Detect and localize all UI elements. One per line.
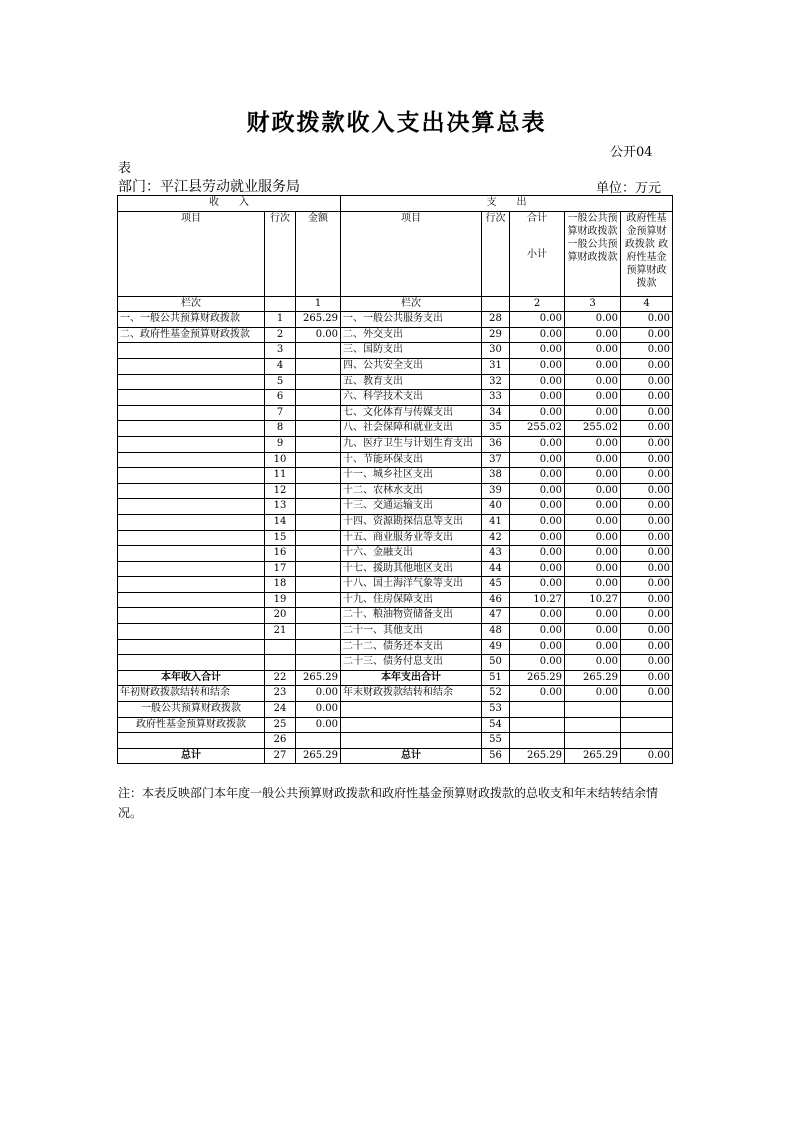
income-item-cell <box>118 624 265 640</box>
income-amount-cell: 0.00 <box>296 717 341 733</box>
income-amount-cell <box>296 561 341 577</box>
expense-seq-cell: 52 <box>482 686 510 702</box>
income-amount-cell <box>296 577 341 593</box>
expense-item-cell: 二十二、债务还本支出 <box>341 639 482 655</box>
total-header-label: 合计 <box>527 212 547 224</box>
finance-table <box>117 195 673 764</box>
general-budget-cell: 0.00 <box>565 608 621 624</box>
form-code: 公开04 <box>610 145 653 160</box>
table-row <box>118 499 673 515</box>
fund-budget-subheader-label: 政府性基金预算财政拨款 <box>626 238 669 289</box>
fund-budget-cell: 0.00 <box>621 624 673 640</box>
column-number: 4 <box>621 296 673 312</box>
total-cell: 0.00 <box>510 655 565 671</box>
column-number: 2 <box>510 296 565 312</box>
income-seq-cell: 7 <box>265 405 296 421</box>
income-item-cell <box>118 577 265 593</box>
general-budget-cell: 0.00 <box>565 312 621 328</box>
expense-item-cell: 十一、城乡社区支出 <box>341 468 482 484</box>
table-row <box>118 655 673 671</box>
expense-item-cell: 八、社会保障和就业支出 <box>341 421 482 437</box>
expense-item-cell: 二、外交支出 <box>341 327 482 343</box>
income-item-header: 项目 <box>118 211 265 296</box>
expense-item-cell: 年末财政拨款结转和结余 <box>341 686 482 702</box>
expense-item-cell: 十四、资源勘探信息等支出 <box>341 514 482 530</box>
income-amount-cell <box>296 483 341 499</box>
total-cell: 0.00 <box>510 514 565 530</box>
table-row <box>118 717 673 733</box>
total-cell: 0.00 <box>510 499 565 515</box>
expense-seq-cell: 43 <box>482 546 510 562</box>
expense-seq-cell: 35 <box>482 421 510 437</box>
expense-item-cell <box>341 717 482 733</box>
expense-seq-cell: 29 <box>482 327 510 343</box>
income-item-cell <box>118 546 265 562</box>
fund-budget-cell: 0.00 <box>621 639 673 655</box>
income-amount-cell <box>296 452 341 468</box>
general-budget-cell <box>565 717 621 733</box>
column-label: 栏次 <box>118 296 265 312</box>
expense-item-cell: 十、节能环保支出 <box>341 452 482 468</box>
unit-label: 单位：万元 <box>596 181 662 196</box>
general-budget-cell: 10.27 <box>565 592 621 608</box>
total-cell: 10.27 <box>510 592 565 608</box>
income-item-cell <box>118 530 265 546</box>
total-cell: 265.29 <box>510 670 565 686</box>
income-seq-cell: 9 <box>265 436 296 452</box>
table-row <box>118 748 673 764</box>
expense-seq-cell: 49 <box>482 639 510 655</box>
total-cell: 0.00 <box>510 624 565 640</box>
footnote: 注：本表反映部门本年度一般公共预算财政拨款和政府性基金预算财政拨款的总收支和年末结转结余情况。 <box>118 786 659 820</box>
income-header: 收 入 <box>118 196 341 212</box>
fund-budget-cell: 0.00 <box>621 592 673 608</box>
expense-seq-cell: 53 <box>482 702 510 718</box>
total-cell <box>510 733 565 749</box>
income-seq-cell: 2 <box>265 327 296 343</box>
table-row <box>118 592 673 608</box>
fund-budget-cell: 0.00 <box>621 561 673 577</box>
income-item-cell <box>118 390 265 406</box>
income-seq-cell: 13 <box>265 499 296 515</box>
page-title: 财政拨款收入支出决算总表 <box>246 110 547 136</box>
general-budget-cell: 0.00 <box>565 546 621 562</box>
fund-budget-cell <box>621 733 673 749</box>
expense-seq-cell: 56 <box>482 748 510 764</box>
expense-item-cell: 十五、商业服务业等支出 <box>341 530 482 546</box>
table-row <box>118 686 673 702</box>
table-row <box>118 624 673 640</box>
general-budget-cell: 0.00 <box>565 374 621 390</box>
income-amount-cell <box>296 390 341 406</box>
income-seq-cell <box>265 639 296 655</box>
empty-cell <box>482 296 510 312</box>
expense-seq-cell: 39 <box>482 483 510 499</box>
general-budget-cell: 0.00 <box>565 468 621 484</box>
income-seq-cell: 27 <box>265 748 296 764</box>
income-seq-cell: 3 <box>265 343 296 359</box>
expense-seq-cell: 54 <box>482 717 510 733</box>
income-amount-cell: 0.00 <box>296 327 341 343</box>
expense-seq-cell: 28 <box>482 312 510 328</box>
total-cell <box>510 717 565 733</box>
income-item-cell: 年初财政拨款结转和结余 <box>118 686 265 702</box>
general-budget-cell: 0.00 <box>565 343 621 359</box>
expense-item-cell: 四、公共安全支出 <box>341 358 482 374</box>
income-amount-cell <box>296 530 341 546</box>
table-row <box>118 390 673 406</box>
total-cell: 0.00 <box>510 561 565 577</box>
expense-seq-cell: 33 <box>482 390 510 406</box>
fund-budget-cell: 0.00 <box>621 343 673 359</box>
general-budget-cell: 265.29 <box>565 748 621 764</box>
general-budget-cell: 0.00 <box>565 358 621 374</box>
expense-item-cell: 九、医疗卫生与计划生育支出 <box>341 436 482 452</box>
form-code-tail: 表 <box>118 161 132 176</box>
expense-item-cell: 六、科学技术支出 <box>341 390 482 406</box>
table-row <box>118 483 673 499</box>
expense-item-cell: 二十一、其他支出 <box>341 624 482 640</box>
fund-budget-cell: 0.00 <box>621 499 673 515</box>
fund-budget-header <box>621 211 673 296</box>
general-budget-cell <box>565 733 621 749</box>
table-row <box>118 733 673 749</box>
total-cell: 0.00 <box>510 374 565 390</box>
total-cell: 0.00 <box>510 639 565 655</box>
general-budget-cell: 0.00 <box>565 686 621 702</box>
total-cell: 0.00 <box>510 452 565 468</box>
general-budget-cell: 0.00 <box>565 390 621 406</box>
income-item-cell <box>118 343 265 359</box>
total-cell: 0.00 <box>510 483 565 499</box>
fund-budget-cell: 0.00 <box>621 655 673 671</box>
expense-seq-cell: 41 <box>482 514 510 530</box>
general-budget-cell: 0.00 <box>565 514 621 530</box>
expense-seq-cell: 46 <box>482 592 510 608</box>
table-row <box>118 514 673 530</box>
fund-budget-cell: 0.00 <box>621 670 673 686</box>
fund-budget-cell: 0.00 <box>621 374 673 390</box>
general-budget-cell: 0.00 <box>565 624 621 640</box>
table-row <box>118 452 673 468</box>
expense-item-cell: 总计 <box>341 748 482 764</box>
expense-seq-cell: 36 <box>482 436 510 452</box>
income-seq-cell: 6 <box>265 390 296 406</box>
total-cell: 0.00 <box>510 577 565 593</box>
total-cell: 265.29 <box>510 748 565 764</box>
total-cell: 0.00 <box>510 390 565 406</box>
income-item-cell: 一般公共预算财政拨款 <box>118 702 265 718</box>
expense-seq-cell: 37 <box>482 452 510 468</box>
income-item-cell <box>118 421 265 437</box>
income-amount-cell <box>296 546 341 562</box>
expense-item-cell: 十六、金融支出 <box>341 546 482 562</box>
income-amount-header: 金额 <box>296 211 341 296</box>
expense-seq-header: 行次 <box>482 211 510 296</box>
income-amount-cell <box>296 499 341 515</box>
general-budget-cell: 0.00 <box>565 436 621 452</box>
income-seq-header: 行次 <box>265 211 296 296</box>
expense-item-cell: 七、文化体育与传媒支出 <box>341 405 482 421</box>
fund-budget-cell: 0.00 <box>621 358 673 374</box>
total-cell: 255.02 <box>510 421 565 437</box>
income-item-cell: 总计 <box>118 748 265 764</box>
income-amount-cell <box>296 405 341 421</box>
general-budget-cell: 0.00 <box>565 530 621 546</box>
income-item-cell <box>118 499 265 515</box>
general-budget-subheader-label: 一般公共预算财政拨款 <box>567 238 618 263</box>
income-item-cell <box>118 655 265 671</box>
general-budget-cell: 0.00 <box>565 483 621 499</box>
table-row <box>118 702 673 718</box>
expense-item-cell: 本年支出合计 <box>341 670 482 686</box>
fund-budget-cell <box>621 717 673 733</box>
fund-budget-cell: 0.00 <box>621 748 673 764</box>
table-row <box>118 405 673 421</box>
fund-budget-header-label: 政府性基金预算财政拨款 <box>624 212 667 250</box>
income-item-cell <box>118 733 265 749</box>
income-amount-cell <box>296 592 341 608</box>
table-row <box>118 639 673 655</box>
expense-seq-cell: 48 <box>482 624 510 640</box>
income-item-cell: 二、政府性基金预算财政拨款 <box>118 327 265 343</box>
fund-budget-cell: 0.00 <box>621 514 673 530</box>
income-seq-cell: 21 <box>265 624 296 640</box>
income-amount-cell <box>296 468 341 484</box>
fund-budget-cell: 0.00 <box>621 421 673 437</box>
fund-budget-cell: 0.00 <box>621 530 673 546</box>
income-amount-cell <box>296 421 341 437</box>
table-row <box>118 374 673 390</box>
expense-seq-cell: 40 <box>482 499 510 515</box>
table-row <box>118 530 673 546</box>
income-item-cell <box>118 436 265 452</box>
income-item-cell <box>118 561 265 577</box>
fund-budget-cell: 0.00 <box>621 436 673 452</box>
general-budget-cell: 0.00 <box>565 561 621 577</box>
expense-item-cell: 二十三、债务付息支出 <box>341 655 482 671</box>
income-amount-cell <box>296 343 341 359</box>
income-seq-cell: 12 <box>265 483 296 499</box>
table-row <box>118 343 673 359</box>
income-amount-cell: 265.29 <box>296 312 341 328</box>
total-cell: 0.00 <box>510 686 565 702</box>
table-row <box>118 546 673 562</box>
total-cell: 0.00 <box>510 343 565 359</box>
income-seq-cell: 5 <box>265 374 296 390</box>
table-row <box>118 358 673 374</box>
general-budget-cell: 0.00 <box>565 499 621 515</box>
fund-budget-cell: 0.00 <box>621 608 673 624</box>
column-number: 3 <box>565 296 621 312</box>
total-cell: 0.00 <box>510 436 565 452</box>
fund-budget-cell: 0.00 <box>621 468 673 484</box>
general-budget-cell <box>565 702 621 718</box>
expense-seq-cell: 32 <box>482 374 510 390</box>
expense-seq-cell: 50 <box>482 655 510 671</box>
income-amount-cell: 265.29 <box>296 670 341 686</box>
general-budget-header-label: 一般公共预算财政拨款 <box>567 212 618 237</box>
expense-header: 支 出 <box>341 196 673 212</box>
fund-budget-cell: 0.00 <box>621 390 673 406</box>
expense-seq-cell: 34 <box>482 405 510 421</box>
total-subheader-label: 小计 <box>527 248 547 260</box>
table-row <box>118 577 673 593</box>
expense-item-cell: 二十、粮油物资储备支出 <box>341 608 482 624</box>
general-budget-cell: 0.00 <box>565 655 621 671</box>
income-item-cell: 政府性基金预算财政拨款 <box>118 717 265 733</box>
total-cell: 0.00 <box>510 327 565 343</box>
fund-budget-cell <box>621 702 673 718</box>
expense-item-cell: 十八、国土海洋气象等支出 <box>341 577 482 593</box>
income-item-cell <box>118 452 265 468</box>
income-amount-cell <box>296 374 341 390</box>
income-seq-cell: 16 <box>265 546 296 562</box>
income-item-cell <box>118 374 265 390</box>
fund-budget-cell: 0.00 <box>621 483 673 499</box>
general-budget-cell: 0.00 <box>565 577 621 593</box>
table-row <box>118 468 673 484</box>
income-seq-cell: 24 <box>265 702 296 718</box>
income-seq-cell: 8 <box>265 421 296 437</box>
expense-item-cell <box>341 702 482 718</box>
income-seq-cell: 18 <box>265 577 296 593</box>
income-amount-cell <box>296 655 341 671</box>
general-budget-cell: 265.29 <box>565 670 621 686</box>
general-budget-cell: 0.00 <box>565 452 621 468</box>
general-budget-cell: 0.00 <box>565 405 621 421</box>
total-cell: 0.00 <box>510 530 565 546</box>
income-item-cell <box>118 468 265 484</box>
expense-seq-cell: 45 <box>482 577 510 593</box>
income-seq-cell <box>265 655 296 671</box>
income-amount-cell <box>296 733 341 749</box>
income-item-cell: 一、一般公共预算财政拨款 <box>118 312 265 328</box>
income-item-cell <box>118 608 265 624</box>
department-label: 部门：平江县劳动就业服务局 <box>118 179 300 195</box>
income-seq-cell: 14 <box>265 514 296 530</box>
expense-item-cell: 十三、交通运输支出 <box>341 499 482 515</box>
income-seq-cell: 15 <box>265 530 296 546</box>
expense-seq-cell: 47 <box>482 608 510 624</box>
income-item-cell <box>118 405 265 421</box>
table-row <box>118 327 673 343</box>
expense-seq-cell: 44 <box>482 561 510 577</box>
income-seq-cell: 25 <box>265 717 296 733</box>
table-row <box>118 561 673 577</box>
fund-budget-cell: 0.00 <box>621 686 673 702</box>
total-cell: 0.00 <box>510 405 565 421</box>
fund-budget-cell: 0.00 <box>621 312 673 328</box>
column-number: 1 <box>296 296 341 312</box>
income-amount-cell: 0.00 <box>296 702 341 718</box>
income-seq-cell: 26 <box>265 733 296 749</box>
table-row <box>118 421 673 437</box>
expense-item-cell: 十七、援助其他地区支出 <box>341 561 482 577</box>
general-budget-cell: 0.00 <box>565 327 621 343</box>
income-seq-cell: 17 <box>265 561 296 577</box>
income-item-cell <box>118 639 265 655</box>
table-row <box>118 312 673 328</box>
income-seq-cell: 22 <box>265 670 296 686</box>
income-seq-cell: 19 <box>265 592 296 608</box>
expense-item-cell: 五、教育支出 <box>341 374 482 390</box>
income-seq-cell: 11 <box>265 468 296 484</box>
income-item-cell: 本年收入合计 <box>118 670 265 686</box>
income-item-cell <box>118 592 265 608</box>
income-seq-cell: 4 <box>265 358 296 374</box>
empty-cell <box>265 296 296 312</box>
income-amount-cell <box>296 358 341 374</box>
expense-seq-cell: 51 <box>482 670 510 686</box>
total-header <box>510 211 565 296</box>
general-budget-header <box>565 211 621 296</box>
income-seq-cell: 1 <box>265 312 296 328</box>
table-row <box>118 670 673 686</box>
income-amount-cell <box>296 639 341 655</box>
expense-seq-cell: 55 <box>482 733 510 749</box>
fund-budget-cell: 0.00 <box>621 327 673 343</box>
income-amount-cell <box>296 514 341 530</box>
expense-item-cell: 十二、农林水支出 <box>341 483 482 499</box>
expense-seq-cell: 30 <box>482 343 510 359</box>
income-amount-cell <box>296 624 341 640</box>
expense-seq-cell: 42 <box>482 530 510 546</box>
income-item-cell <box>118 358 265 374</box>
fund-budget-cell: 0.00 <box>621 405 673 421</box>
income-item-cell <box>118 514 265 530</box>
table-row <box>118 436 673 452</box>
expense-item-cell: 三、国防支出 <box>341 343 482 359</box>
total-cell: 0.00 <box>510 608 565 624</box>
income-amount-cell: 265.29 <box>296 748 341 764</box>
expense-seq-cell: 31 <box>482 358 510 374</box>
fund-budget-cell: 0.00 <box>621 546 673 562</box>
income-amount-cell <box>296 608 341 624</box>
expense-item-cell: 一、一般公共服务支出 <box>341 312 482 328</box>
fund-budget-cell: 0.00 <box>621 452 673 468</box>
income-seq-cell: 23 <box>265 686 296 702</box>
total-cell: 0.00 <box>510 312 565 328</box>
total-cell <box>510 702 565 718</box>
general-budget-cell: 0.00 <box>565 639 621 655</box>
total-cell: 0.00 <box>510 468 565 484</box>
income-seq-cell: 10 <box>265 452 296 468</box>
expense-seq-cell: 38 <box>482 468 510 484</box>
income-amount-cell <box>296 436 341 452</box>
total-cell: 0.00 <box>510 546 565 562</box>
income-seq-cell: 20 <box>265 608 296 624</box>
expense-item-header: 项目 <box>341 211 482 296</box>
total-cell: 0.00 <box>510 358 565 374</box>
table-row <box>118 608 673 624</box>
income-amount-cell: 0.00 <box>296 686 341 702</box>
general-budget-cell: 255.02 <box>565 421 621 437</box>
fund-budget-cell: 0.00 <box>621 577 673 593</box>
income-item-cell <box>118 483 265 499</box>
expense-item-cell <box>341 733 482 749</box>
expense-item-cell: 十九、住房保障支出 <box>341 592 482 608</box>
column-label: 栏次 <box>341 296 482 312</box>
